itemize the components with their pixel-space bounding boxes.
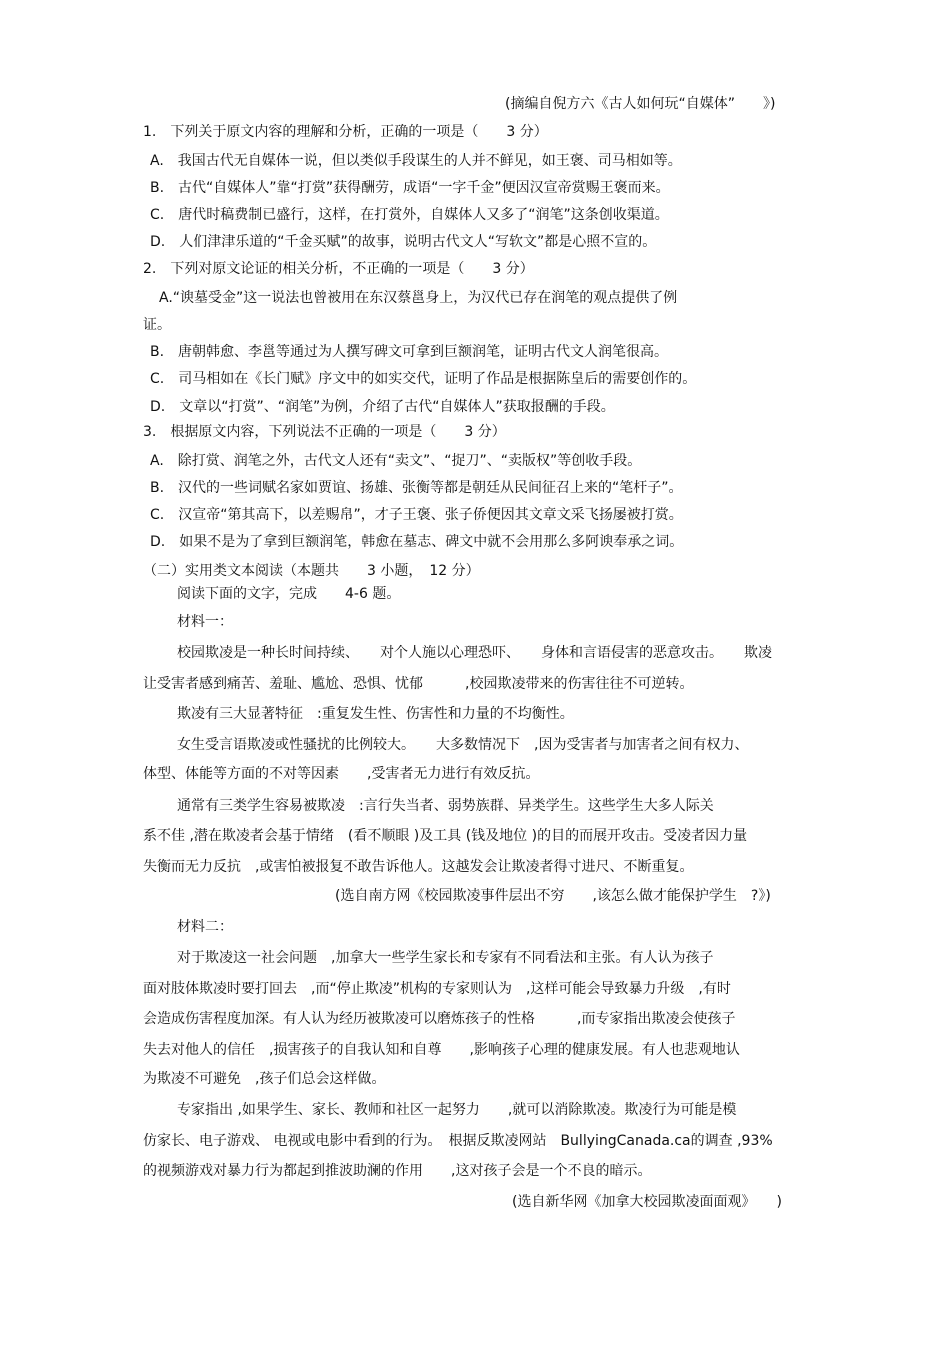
m2-paragraph-line: 专家指出 ,如果学生、家长、教师和社区一起努力 ,就可以消除欺凌。欺凌行为可能是模: [177, 1102, 737, 1118]
source-citation-2: (选自南方网《校园欺凌事件层出不穷 ,该怎么做才能保护学生 ?》): [335, 888, 771, 904]
q2-option-b: B. 唐朝韩愈、李邕等通过为人撰写碑文可拿到巨额润笔，证明古代文人润笔很高。: [150, 344, 669, 360]
m2-paragraph-line: 失去对他人的信任 ,损害孩子的自我认知和自尊 ,影响孩子心理的健康发展。有人也悲观地认: [143, 1042, 740, 1058]
m2-paragraph-line: 对于欺凌这一社会问题 ,加拿大一些学生家长和专家有不同看法和主张。有人认为孩子: [177, 950, 714, 966]
m1-paragraph-line: 校园欺凌是一种长时间持续、 对个人施以心理恐吓、 身体和言语侵害的恶意攻击。 欺凌: [177, 645, 772, 661]
m1-paragraph-line: 欺凌有三大显著特征 :重复发生性、伤害性和力量的不均衡性。: [177, 706, 574, 722]
m1-paragraph-line: 女生受言语欺凌或性骚扰的比例较大。 大多数情况下 ,因为受害者与加害者之间有权力、: [177, 737, 749, 753]
m1-paragraph-line: 体型、体能等方面的不对等因素 ,受害者无力进行有效反抗。: [143, 766, 540, 782]
q2-option-c: C. 司马相如在《长门赋》序文中的如实交代，证明了作品是根据陈皇后的需要创作的。: [150, 371, 697, 387]
m1-paragraph-line: 系不佳 ,潜在欺凌者会基于情绪 (看不顺眼 )及工具 (钱及地位 )的目的而展开攻击。受凌者因力量: [143, 828, 748, 844]
m1-paragraph-line: 让受害者感到痛苦、羞耻、尴尬、恐惧、忧郁 ,校园欺凌带来的伤害往往不可逆转。: [143, 676, 694, 692]
material-1-label: 材料一：: [177, 614, 233, 630]
question-3-stem: 3. 根据原文内容，下列说法不正确的一项是（ 3 分）: [143, 424, 506, 440]
source-citation-1: (摘编自倪方六《古人如何玩“自媒体” 》): [505, 96, 776, 112]
q3-option-b: B. 汉代的一些词赋名家如贾谊、扬雄、张衡等都是朝廷从民间征召上来的“笔杆子”。: [150, 480, 683, 496]
source-citation-3: (选自新华网《加拿大校园欺凌面面观》 ): [512, 1194, 782, 1210]
m2-paragraph-line: 仿家长、电子游戏、 电视或电影中看到的行为。 根据反欺凌网站 BullyingCanada.ca的调查 ,93%: [143, 1133, 773, 1149]
m1-paragraph-line: 失衡而无力反抗 ,或害怕被报复不敢告诉他人。这越发会让欺凌者得寸进尺、不断重复。: [143, 859, 694, 875]
q1-option-d: D. 人们津津乐道的“千金买赋”的故事，说明古代文人“写软文”都是心照不宣的。: [150, 234, 657, 250]
q3-option-d: D. 如果不是为了拿到巨额润笔，韩愈在墓志、碑文中就不会用那么多阿谀奉承之词。: [150, 534, 684, 550]
q1-option-a: A. 我国古代无自媒体一说，但以类似手段谋生的人并不鲜见，如王褒、司马相如等。: [150, 153, 682, 169]
question-2-stem: 2. 下列对原文论证的相关分析，不正确的一项是（ 3 分）: [143, 261, 534, 277]
m2-paragraph-line: 会造成伤害程度加深。有人认为经历被欺凌可以磨炼孩子的性格 ,而专家指出欺凌会使孩子: [143, 1011, 736, 1027]
m1-paragraph-line: 通常有三类学生容易被欺凌 :言行失当者、弱势族群、异类学生。这些学生大多人际关: [177, 798, 714, 814]
m2-paragraph-line: 的视频游戏对暴力行为都起到推波助澜的作用 ,这对孩子会是一个不良的暗示。: [143, 1163, 652, 1179]
m2-paragraph-line: 面对肢体欺凌时要打回去 ,而“停止欺凌”机构的专家则认为 ,这样可能会导致暴力升级 ,有时: [143, 981, 731, 997]
section-2-title: （二）实用类文本阅读（本题共 3 小题， 12 分）: [143, 563, 480, 579]
m2-paragraph-line: 为欺凌不可避免 ,孩子们总会这样做。: [143, 1071, 386, 1087]
q1-option-b: B. 古代“自媒体人”靠“打赏”获得酬劳，成语“一字千金”便因汉宣帝赏赐王褒而来。: [150, 180, 670, 196]
q2-option-d: D. 文章以“打赏”、“润笔”为例，介绍了古代“自媒体人”获取报酬的手段。: [150, 399, 615, 415]
q1-option-c: C. 唐代时稿费制已盛行，这样，在打赏外，自媒体人又多了“润笔”这条创收渠道。: [150, 207, 669, 223]
material-2-label: 材料二：: [177, 919, 233, 935]
question-1-stem: 1. 下列关于原文内容的理解和分析，正确的一项是（ 3 分）: [143, 124, 548, 140]
section-2-instruction: 阅读下面的文字，完成 4-6 题。: [177, 586, 401, 602]
q3-option-a: A. 除打赏、润笔之外，古代文人还有“卖文”、“捉刀”、“卖版权”等创收手段。: [150, 453, 642, 469]
q3-option-c: C. 汉宣帝“第其高下，以差赐帛”，才子王褒、张子侨便因其文章文采飞扬屡被打赏。: [150, 507, 683, 523]
q2-option-a-line2: 证。: [143, 317, 171, 333]
q2-option-a-line1: A.“谀墓受金”这一说法也曾被用在东汉蔡邕身上，为汉代已存在润笔的观点提供了例: [159, 290, 678, 306]
